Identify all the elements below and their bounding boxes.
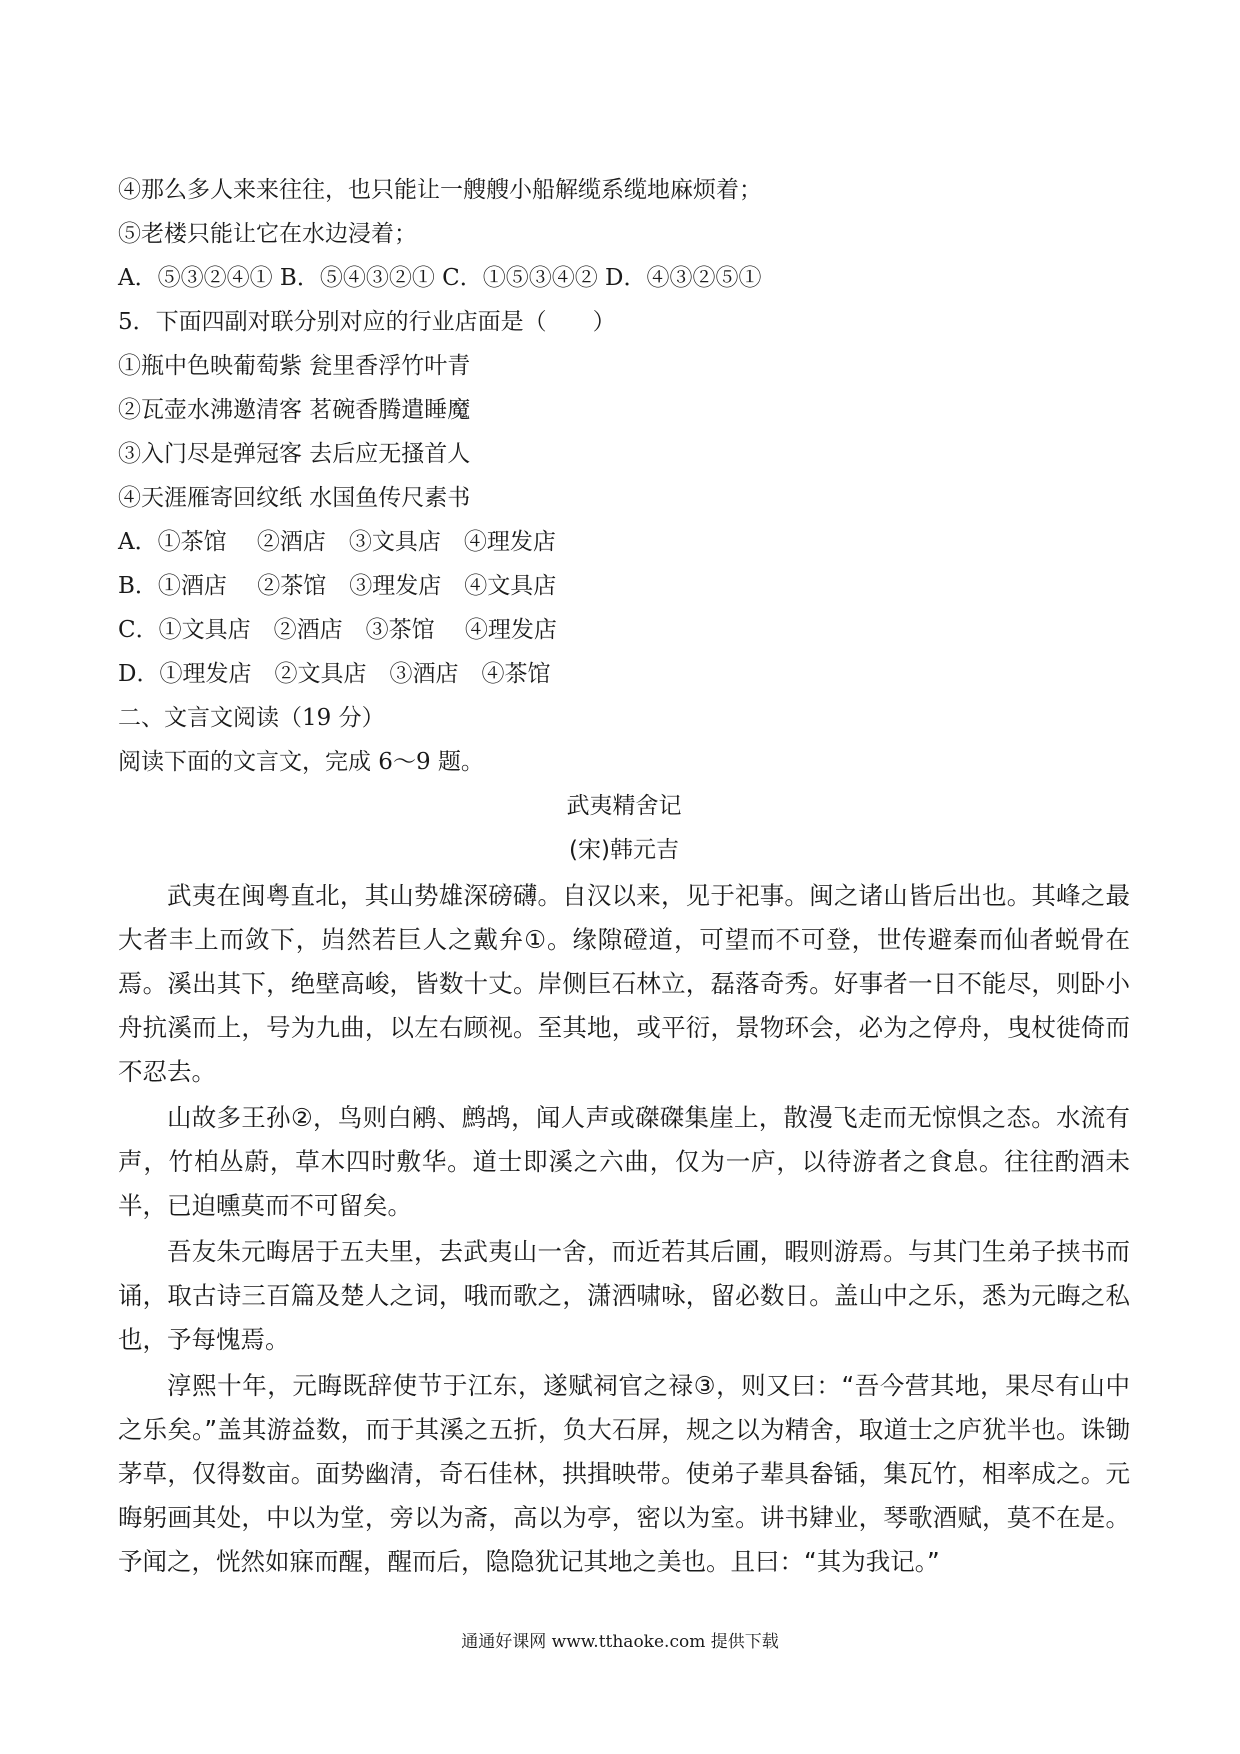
q5-couplet: ④天涯雁寄回纹纸 水国鱼传尺素书 bbox=[118, 485, 471, 511]
q4-option-item-5: ⑤老楼只能让它在水边浸着； bbox=[118, 221, 417, 247]
q4-answer-choices: A．⑤③②④① B．⑤④③②① C．①⑤③④② D．④③②⑤① bbox=[118, 265, 762, 291]
q5-couplet: ②瓦壶水沸邀清客 茗碗香腾遣睡魔 bbox=[118, 397, 471, 423]
passage-author: (宋)韩元吉 bbox=[569, 837, 679, 863]
passage-paragraph: 吾友朱元晦居于五夫里，去武夷山一舍，而近若其后圃，暇则游焉。与其门生弟子挟书而诵，取古诗三百篇及楚人之词，哦而歌之，潇洒啸咏，留必数日。盖山中之乐，悉为元晦之私也，予每愧焉。 bbox=[118, 1237, 1130, 1354]
q5-couplet: ③入门尽是弹冠客 去后应无搔首人 bbox=[118, 441, 471, 467]
passage-title: 武夷精舍记 bbox=[566, 793, 682, 819]
section-instruction: 阅读下面的文言文，完成 6～9 题。 bbox=[118, 749, 484, 775]
page-footer: 通通好课网 www.tthaoke.com 提供下载 bbox=[461, 1632, 779, 1652]
q5-stem: 5．下面四副对联分别对应的行业店面是（ ） bbox=[118, 309, 616, 335]
passage-paragraph: 武夷在闽粤直北，其山势雄深磅礴。自汉以来，见于祀事。闽之诸山皆后出也。其峰之最大者丰上而敛下，岿然若巨人之戴弁①。缘隙磴道，可望而不可登，世传避秦而仙者蜕骨在焉。溪出其下，绝壁高峻，皆数十丈。岸侧巨石林立，磊落奇秀。好事者一日不能尽，则卧小舟抗溪而上，号为九曲，以左右顾视。至其地，或平衍，景物环会，必为之停舟，曳杖徙倚而不忍去。 bbox=[118, 881, 1130, 1086]
document-page bbox=[118, 168, 1130, 1584]
passage-paragraph: 淳熙十年，元晦既辞使节于江东，遂赋祠官之禄③，则又曰：“吾今营其地，果尽有山中之乐矣。”盖其游益数，而于其溪之五折，负大石屏，规之以为精舍，取道士之庐犹半也。诛锄茅草，仅得数亩。面势幽清，奇石佳林，拱揖映带。使弟子辈具畚锸，集瓦竹，相率成之。元晦躬画其处，中以为堂，旁以为斋，高以为亭，密以为室。讲书肄业，琴歌酒赋，莫不在是。予闻之，恍然如寐而醒，醒而后，隐隐犹记其地之美也。且曰：“其为我记。” bbox=[118, 1371, 1130, 1576]
passage-paragraph: 山故多王孙②，鸟则白鹇、鹧鸪，闻人声或磔磔集崖上，散漫飞走而无惊惧之态。水流有声，竹柏丛蔚，草木四时敷华。道士即溪之六曲，仅为一庐，以待游者之食息。往往酌酒未半，已迫曛莫而不可留矣。 bbox=[118, 1103, 1130, 1220]
q5-option: C．①文具店 ②酒店 ③茶馆 ④理发店 bbox=[118, 617, 557, 643]
section-heading: 二、文言文阅读（19 分） bbox=[118, 705, 385, 731]
q5-option: B．①酒店 ②茶馆 ③理发店 ④文具店 bbox=[118, 573, 557, 599]
q4-option-item-4: ④那么多人来来往往，也只能让一艘艘小船解缆系缆地麻烦着； bbox=[118, 177, 762, 203]
q5-option: D．①理发店 ②文具店 ③酒店 ④茶馆 bbox=[118, 661, 551, 687]
q5-option: A．①茶馆 ②酒店 ③文具店 ④理发店 bbox=[118, 529, 556, 555]
q5-couplet: ①瓶中色映葡萄紫 瓮里香浮竹叶青 bbox=[118, 353, 471, 379]
